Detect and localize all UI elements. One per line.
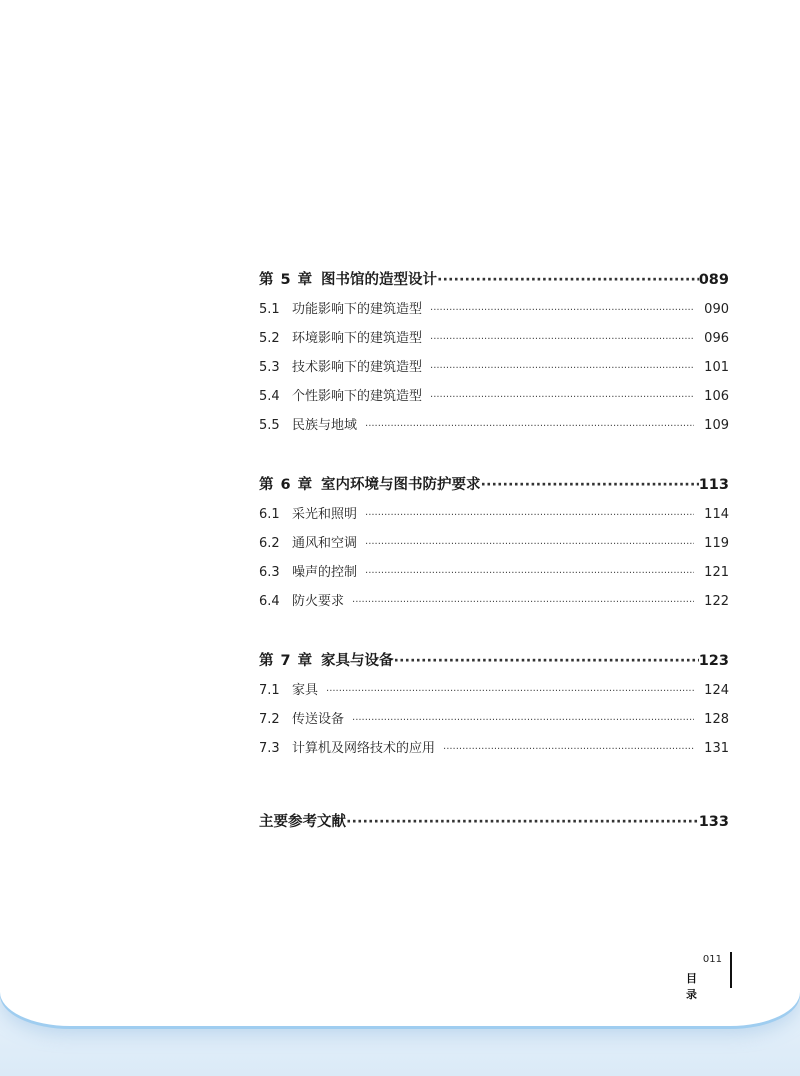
footer-label: 目 录 (686, 972, 703, 1001)
section-title: 噪声的控制 (292, 565, 358, 580)
dot-leader (394, 653, 699, 669)
dot-leader (352, 597, 694, 608)
section-number: 7.1 (259, 683, 280, 698)
chapter-page: 113 (698, 477, 729, 493)
section-page: 124 (704, 683, 729, 698)
dot-leader (443, 744, 694, 755)
chapter-title: 图书馆的造型设计 (321, 272, 437, 288)
dot-leader (430, 363, 694, 374)
references-title: 主要参考文献 (259, 814, 346, 830)
chapter-number: 第 5 章 (259, 272, 314, 288)
section-number: 7.3 (259, 741, 280, 756)
section-page: 128 (704, 712, 729, 727)
section-number: 5.3 (259, 360, 280, 375)
dot-leader (481, 477, 699, 493)
toc-section-6-1[interactable] (259, 503, 729, 532)
section-number: 7.2 (259, 712, 280, 727)
section-number: 6.2 (259, 536, 280, 551)
toc-section-5-4[interactable] (259, 385, 729, 414)
section-page: 090 (704, 302, 729, 317)
spacer (259, 619, 729, 649)
section-title: 个性影响下的建筑造型 (292, 389, 423, 404)
section-title: 计算机及网络技术的应用 (292, 741, 436, 756)
toc-section-5-5[interactable] (259, 414, 729, 443)
section-number: 5.2 (259, 331, 280, 346)
dot-leader (352, 715, 694, 726)
section-page: 106 (704, 389, 729, 404)
section-number: 6.4 (259, 594, 280, 609)
section-title: 技术影响下的建筑造型 (292, 360, 423, 375)
chapter-title: 室内环境与图书防护要求 (321, 477, 481, 493)
chapter-number: 第 6 章 (259, 477, 314, 493)
section-page: 114 (704, 507, 729, 522)
toc-section-6-3[interactable] (259, 561, 729, 590)
dot-leader (430, 305, 694, 316)
toc-section-5-1[interactable] (259, 298, 729, 327)
dot-leader (437, 272, 699, 288)
spacer (259, 766, 729, 796)
page-footer (686, 952, 732, 1001)
table-of-contents (259, 268, 729, 840)
toc-section-6-2[interactable] (259, 532, 729, 561)
section-title: 采光和照明 (292, 507, 358, 522)
chapter-page: 089 (698, 272, 729, 288)
page-number: 011 (702, 954, 722, 965)
references-page: 133 (698, 814, 729, 830)
footer-rule (730, 952, 732, 988)
section-title: 民族与地域 (292, 418, 358, 433)
dot-leader (365, 539, 694, 550)
toc-references[interactable] (259, 810, 729, 840)
chapter-title: 家具与设备 (321, 653, 394, 669)
toc-section-5-2[interactable] (259, 327, 729, 356)
section-title: 家具 (292, 683, 319, 698)
spacer (259, 443, 729, 473)
section-page: 131 (704, 741, 729, 756)
spacer (259, 796, 729, 810)
dot-leader (430, 392, 694, 403)
chapter-page: 123 (698, 653, 729, 669)
toc-section-7-1[interactable] (259, 679, 729, 708)
toc-section-7-3[interactable] (259, 737, 729, 766)
section-number: 6.3 (259, 565, 280, 580)
section-number: 5.1 (259, 302, 280, 317)
section-title: 传送设备 (292, 712, 345, 727)
section-title: 环境影响下的建筑造型 (292, 331, 423, 346)
toc-section-6-4[interactable] (259, 590, 729, 619)
dot-leader (326, 686, 694, 697)
toc-chapter-5[interactable] (259, 268, 729, 298)
section-number: 5.4 (259, 389, 280, 404)
section-page: 121 (704, 565, 729, 580)
dot-leader (430, 334, 694, 345)
dot-leader (365, 421, 694, 432)
toc-chapter-6[interactable] (259, 473, 729, 503)
section-title: 防火要求 (292, 594, 345, 609)
chapter-number: 第 7 章 (259, 653, 314, 669)
section-title: 通风和空调 (292, 536, 358, 551)
toc-chapter-7[interactable] (259, 649, 729, 679)
section-page: 122 (704, 594, 729, 609)
section-page: 096 (704, 331, 729, 346)
dot-leader (365, 510, 694, 521)
dot-leader (365, 568, 694, 579)
section-page: 109 (704, 418, 729, 433)
toc-section-5-3[interactable] (259, 356, 729, 385)
dot-leader (346, 814, 699, 830)
section-title: 功能影响下的建筑造型 (292, 302, 423, 317)
section-page: 119 (704, 536, 729, 551)
section-number: 5.5 (259, 418, 280, 433)
section-number: 6.1 (259, 507, 280, 522)
section-page: 101 (704, 360, 729, 375)
toc-section-7-2[interactable] (259, 708, 729, 737)
